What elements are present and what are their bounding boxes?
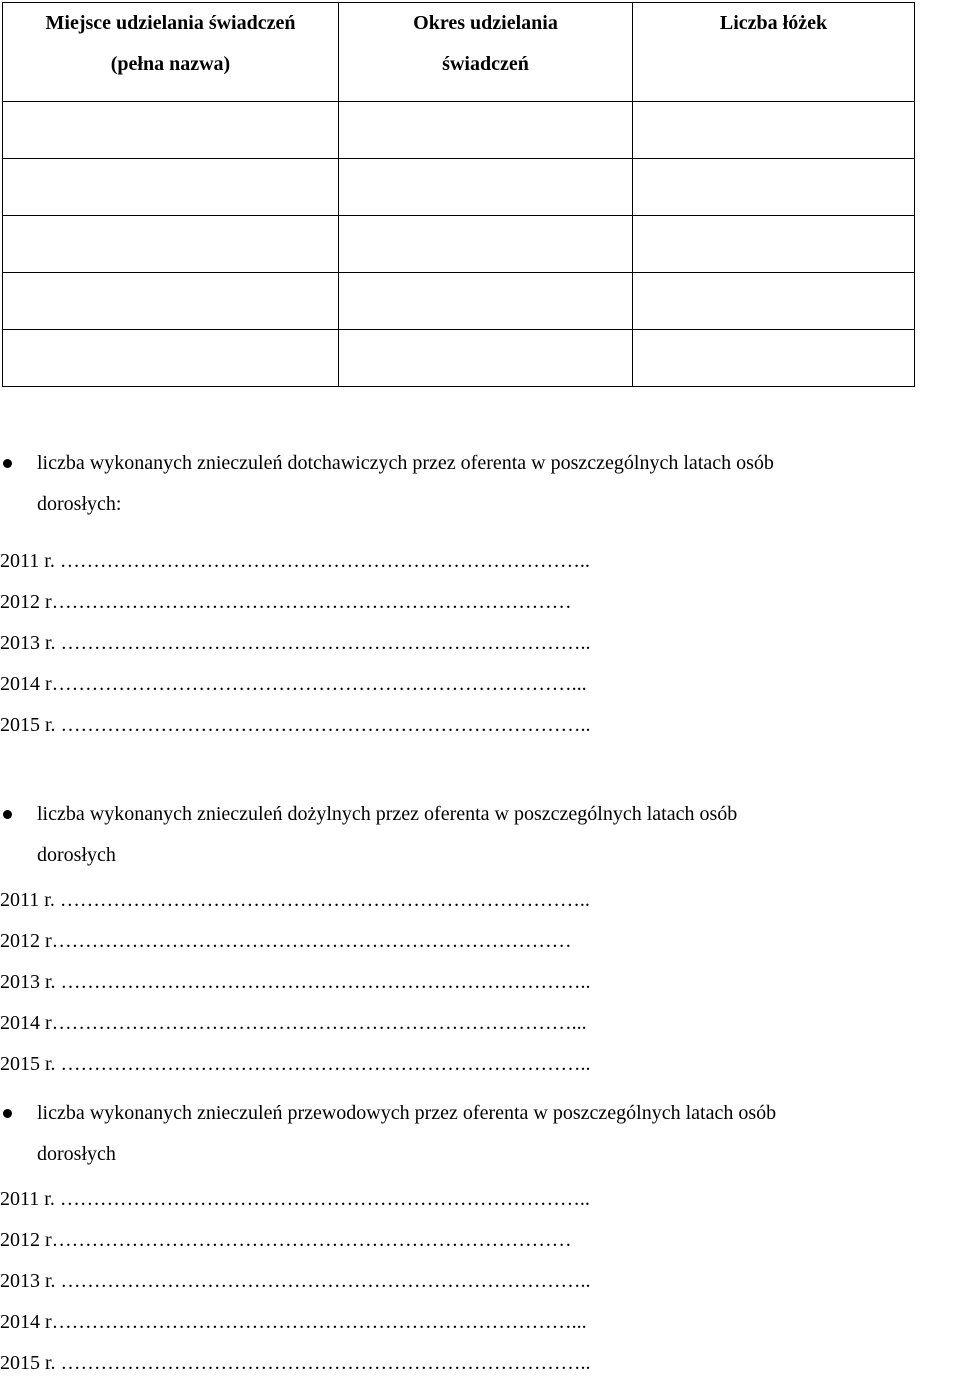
year-entry[interactable]	[0, 1044, 960, 1085]
header-place	[3, 3, 339, 102]
header-beds-line1: Liczba łóżek	[719, 12, 828, 34]
year-entry[interactable]	[0, 880, 960, 921]
table-cell[interactable]	[339, 216, 633, 273]
table-cell[interactable]	[3, 273, 339, 330]
bullet-text-line2: dorosłych	[37, 1143, 116, 1165]
table-cell[interactable]	[3, 102, 339, 159]
year-label: 2014 r……………………………………………………………………...	[0, 1302, 589, 1343]
bullet-text-line1: liczba wykonanych znieczuleń dotchawiczych przez oferenta w poszczególnych latach osób	[37, 452, 774, 474]
section-intravenous	[0, 794, 960, 1085]
table-cell[interactable]	[633, 330, 915, 387]
year-label: 2012 r……………………………………………………………………	[0, 582, 574, 623]
bullet-item	[0, 794, 960, 876]
year-label: 2014 r……………………………………………………………………...	[0, 664, 589, 705]
year-entry[interactable]	[0, 1179, 960, 1220]
year-entry[interactable]	[0, 921, 960, 962]
year-label: 2012 r……………………………………………………………………	[0, 1220, 574, 1261]
bullet-item	[0, 443, 960, 525]
table-cell[interactable]	[339, 330, 633, 387]
year-entry[interactable]	[0, 541, 960, 582]
table-row	[3, 216, 915, 273]
table-row	[3, 330, 915, 387]
bullet-icon	[3, 1109, 12, 1118]
year-entry[interactable]	[0, 1343, 960, 1384]
year-label: 2012 r……………………………………………………………………	[0, 921, 574, 962]
table-row	[3, 102, 915, 159]
table-cell[interactable]	[633, 102, 915, 159]
table-row	[3, 159, 915, 216]
year-label: 2011 r. ……………………………………………………………………..	[0, 880, 592, 921]
header-place-line2: (pełna nazwa)	[110, 53, 231, 75]
year-list	[0, 880, 960, 1085]
header-period	[339, 3, 633, 102]
table-row	[3, 273, 915, 330]
bullet-icon	[3, 810, 12, 819]
bullet-text-line1: liczba wykonanych znieczuleń przewodowych przez oferenta w poszczególnych latach osób	[37, 1102, 777, 1124]
year-label: 2013 r. ……………………………………………………………………..	[0, 1261, 593, 1302]
year-label: 2011 r. ……………………………………………………………………..	[0, 1179, 592, 1220]
year-entry[interactable]	[0, 962, 960, 1003]
header-beds	[633, 3, 915, 102]
header-period-line1: Okres udzielania	[413, 12, 558, 34]
table-cell[interactable]	[339, 273, 633, 330]
year-label: 2015 r. ……………………………………………………………………..	[0, 1343, 593, 1384]
year-entry[interactable]	[0, 1003, 960, 1044]
year-label: 2015 r. ……………………………………………………………………..	[0, 1044, 593, 1085]
table-cell[interactable]	[633, 273, 915, 330]
bullet-icon	[3, 459, 12, 468]
year-list	[0, 541, 960, 746]
table-cell[interactable]	[3, 216, 339, 273]
bullet-text-line2: dorosłych:	[37, 493, 122, 515]
year-label: 2013 r. ……………………………………………………………………..	[0, 962, 593, 1003]
year-label: 2014 r……………………………………………………………………...	[0, 1003, 589, 1044]
table-cell[interactable]	[633, 216, 915, 273]
year-entry[interactable]	[0, 582, 960, 623]
header-place-line1: Miejsce udzielania świadczeń	[45, 12, 296, 34]
table-cell[interactable]	[339, 102, 633, 159]
table-cell[interactable]	[3, 330, 339, 387]
year-entry[interactable]	[0, 1261, 960, 1302]
year-label: 2011 r. ……………………………………………………………………..	[0, 541, 592, 582]
table-header-row	[3, 3, 915, 102]
year-list	[0, 1179, 960, 1384]
table-cell[interactable]	[3, 159, 339, 216]
bullet-text-line1: liczba wykonanych znieczuleń dożylnych przez oferenta w poszczególnych latach osób	[37, 803, 738, 825]
section-tracheal	[0, 443, 960, 746]
table-cell[interactable]	[633, 159, 915, 216]
year-entry[interactable]	[0, 1302, 960, 1343]
year-label: 2015 r. ……………………………………………………………………..	[0, 705, 593, 746]
bullet-item	[0, 1093, 960, 1175]
header-period-line2: świadczeń	[442, 53, 529, 75]
year-entry[interactable]	[0, 705, 960, 746]
year-entry[interactable]	[0, 1220, 960, 1261]
bullet-text-line2: dorosłych	[37, 844, 116, 866]
year-label: 2013 r. ……………………………………………………………………..	[0, 623, 593, 664]
facility-table	[2, 2, 915, 387]
year-entry[interactable]	[0, 664, 960, 705]
section-regional	[0, 1093, 960, 1384]
year-entry[interactable]	[0, 623, 960, 664]
table-cell[interactable]	[339, 159, 633, 216]
